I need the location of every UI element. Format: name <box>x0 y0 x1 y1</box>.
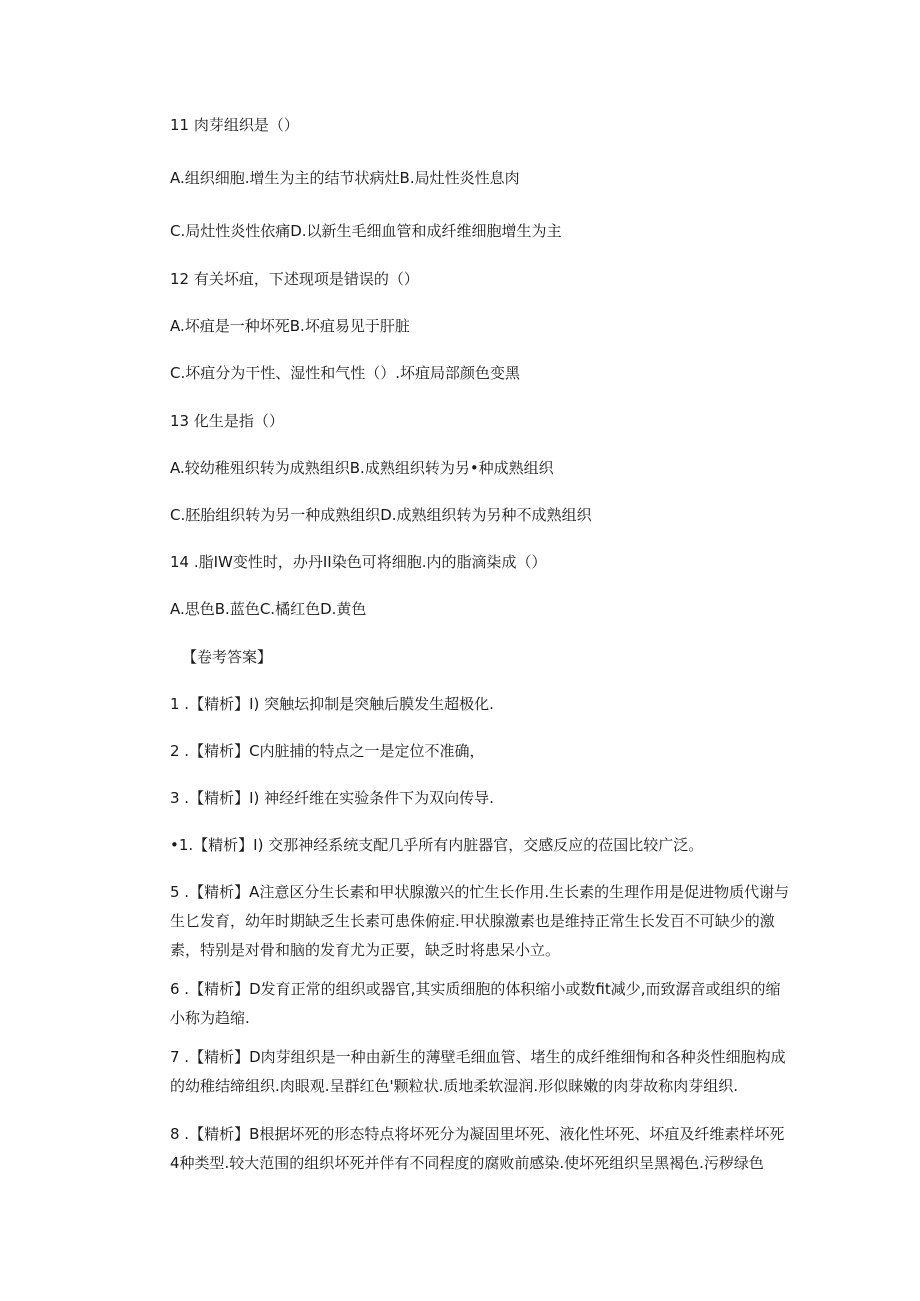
answer-3: 3 .【精析】I) 神经纤维在实验条件下为双向传导. <box>170 789 494 807</box>
question-12-stem: 12 有关坏疽，下述现项是错误的（） <box>170 270 419 288</box>
question-13-option-cd: C.胚胎组织转为另一种成熟组织D.成熟组织转为另种不成熟组织 <box>170 506 592 524</box>
answer-6: 6 .【精析】D发育正常的组织或器官,其实质细胞的体积缩小或数fit减少,而致潺音或组织的缩小称为趋缩. <box>170 980 781 1027</box>
question-13-option-ab: A.较幼稚殂织转为成熟组织B.成熟组织转为另•种成熟组织 <box>170 459 554 477</box>
question-11-option-ab: A.组织细胞.增生为主的结节状病灶B.局灶性炎性息肉 <box>170 169 520 187</box>
question-14-options: A.思色B.蓝色C.橘红色D.黄色 <box>170 600 367 618</box>
question-11-stem: 11 肉芽组织是（） <box>170 116 299 134</box>
question-13-stem: 13 化生是指（） <box>170 412 284 430</box>
answer-2: 2 .【精析】C内脏捕的特点之一是定位不准确， <box>170 742 485 760</box>
question-12-option-ab: A.坏疽是一种坏死B.坏疽易见于肝脏 <box>170 317 410 335</box>
question-14-stem: 14 .脂IW变性时，办丹II染色可将细胞.内的脂滴柒成（） <box>170 553 547 571</box>
question-11-option-cd: C.局灶性炎性依痛D.以新生毛细血管和成纤维细胞增生为主 <box>170 222 562 240</box>
answer-1: 1 .【精析】I) 突触坛抑制是突触后膜发生超极化. <box>170 695 494 713</box>
question-12-option-cd: C.坏疽分为干性、湿性和气性（）.坏疽局部颜色变黑 <box>170 364 521 382</box>
answer-8: 8 .【精析】B根据坏死的形态特点将坏死分为凝固里坏死、液化性坏死、坏疽及纤维素样坏死4种类型.较大范围的组织坏死并伴有不同程度的腐败前感染.使坏死组织呈黑褐色.污秽绿色 <box>170 1125 785 1172</box>
answer-4: •1.【精析】I) 交那神经系统支配几乎所有内脏器官，交感反应的莅国比较广泛。 <box>170 836 704 854</box>
answer-7: 7 .【精析】D肉芽组织是一种由新生的薄壁毛细血管、堵生的成纤维细恂和各种炎性细胞构成的幼稚结缔组织.肉眼观.呈群红色'颗粒状.质地柔软湿润.形似睐嫩的肉芽故称肉芽组织. <box>170 1048 786 1095</box>
answers-heading: 【卷考答案】 <box>182 648 273 666</box>
answer-5: 5 .【精析】A注意区分生长素和甲状腺激兴的忙生长作用.生长素的生理作用是促进物质代谢与生匕发育，幼年时期缺乏生长素可患侏俯症.甲状腺激素也是维持正常生长发百不可缺少的激素，特别是对骨和脑的发育尤为正要，缺乏时将患呆小立。 <box>170 883 790 959</box>
